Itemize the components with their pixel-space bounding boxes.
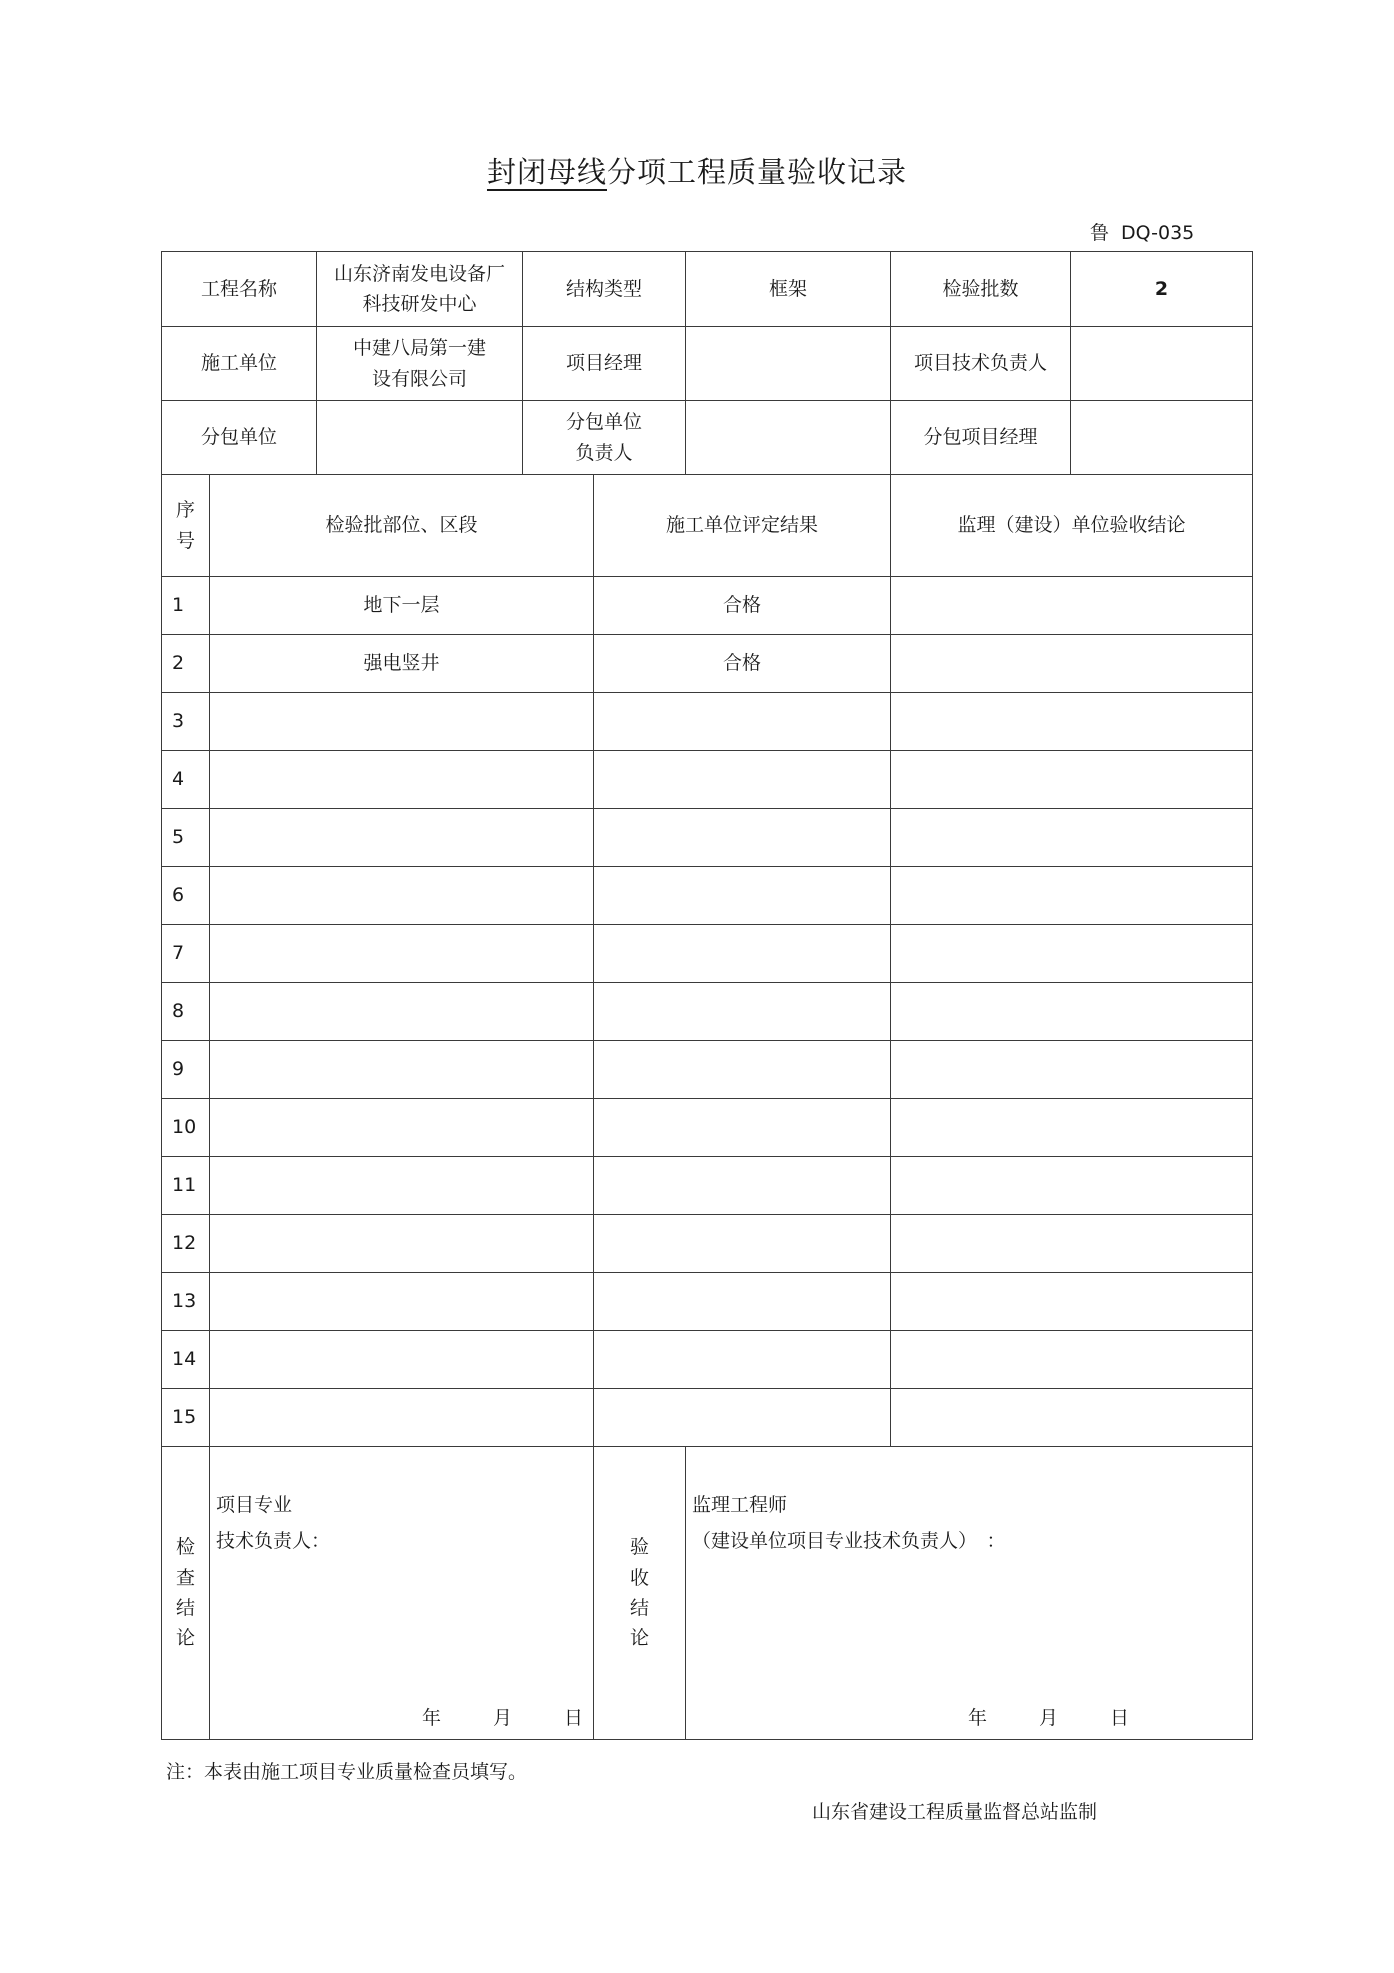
row-number: 7 bbox=[162, 925, 210, 983]
title-underlined: 封闭母线 bbox=[486, 155, 607, 189]
accept-label-char: 论 bbox=[629, 1627, 649, 1650]
subcontractor-value bbox=[317, 401, 523, 475]
table-row bbox=[162, 1157, 1253, 1215]
accept-date bbox=[968, 1703, 1129, 1733]
table-note: 注：本表由施工项目专业质量检查员填写。 bbox=[166, 1761, 528, 1783]
row-result: 合格 bbox=[594, 635, 891, 693]
row-number: 10 bbox=[162, 1099, 210, 1157]
form-code-number: DQ-035 bbox=[1121, 222, 1195, 244]
location-header: 检验批部位、区段 bbox=[210, 475, 594, 577]
structure-type-label: 结构类型 bbox=[523, 252, 686, 327]
row-number: 13 bbox=[162, 1273, 210, 1331]
row-conclusion bbox=[891, 751, 1253, 809]
contractor-line1: 中建八局第一建 bbox=[352, 337, 486, 360]
row-location bbox=[210, 1389, 594, 1447]
accept-conclusion-label bbox=[594, 1447, 686, 1740]
accept-conclusion-area bbox=[686, 1447, 1253, 1740]
table-row bbox=[162, 867, 1253, 925]
check-label-char: 结 bbox=[175, 1597, 195, 1619]
row-result bbox=[594, 1157, 891, 1215]
row-result: 合格 bbox=[594, 577, 891, 635]
table-row bbox=[162, 983, 1253, 1041]
title-rest: 分项工程质量验收记录 bbox=[607, 155, 908, 189]
row-result bbox=[594, 867, 891, 925]
check-conclusion-area bbox=[210, 1447, 594, 1740]
batch-count-value: 2 bbox=[1071, 252, 1253, 327]
row-result bbox=[594, 693, 891, 751]
batch-count-label: 检验批数 bbox=[891, 252, 1071, 327]
sub-pm-value bbox=[1071, 401, 1253, 475]
seq-header-line1: 序 bbox=[175, 499, 195, 522]
contractor-line2: 设有限公司 bbox=[371, 367, 467, 390]
row-location bbox=[210, 1157, 594, 1215]
sub-pm-label: 分包项目经理 bbox=[891, 401, 1071, 475]
project-name-line2: 科技研发中心 bbox=[362, 293, 477, 315]
info-row-contractor bbox=[162, 327, 1253, 401]
signature-row bbox=[162, 1447, 1253, 1740]
accept-date-year: 年 bbox=[968, 1706, 988, 1729]
check-label-char: 论 bbox=[175, 1627, 195, 1650]
check-date-month: 月 bbox=[493, 1706, 513, 1729]
issuer-footer: 山东省建设工程质量监督总站监制 bbox=[812, 1801, 1098, 1823]
table-row bbox=[162, 1331, 1253, 1389]
project-name-line1: 山东济南发电设备厂 bbox=[333, 262, 505, 285]
accept-text-line2: （建设单位项目专业技术负责人） ： bbox=[692, 1530, 1006, 1552]
project-name-value bbox=[317, 252, 523, 327]
row-number: 4 bbox=[162, 751, 210, 809]
check-date-day: 日 bbox=[564, 1706, 584, 1729]
check-date bbox=[422, 1703, 583, 1733]
row-conclusion bbox=[891, 1389, 1253, 1447]
check-signatory bbox=[216, 1487, 330, 1559]
sub-lead-value bbox=[686, 401, 891, 475]
structure-type-value: 框架 bbox=[686, 252, 891, 327]
row-result bbox=[594, 983, 891, 1041]
project-name-label: 工程名称 bbox=[162, 252, 317, 327]
table-row bbox=[162, 925, 1253, 983]
page-title bbox=[0, 150, 1394, 191]
table-row bbox=[162, 809, 1253, 867]
row-number: 8 bbox=[162, 983, 210, 1041]
row-result bbox=[594, 1273, 891, 1331]
row-result bbox=[594, 1099, 891, 1157]
row-number: 15 bbox=[162, 1389, 210, 1447]
project-manager-value bbox=[686, 327, 891, 401]
row-result bbox=[594, 1331, 891, 1389]
accept-label-char: 收 bbox=[629, 1566, 649, 1589]
row-conclusion bbox=[891, 1331, 1253, 1389]
row-number: 1 bbox=[162, 577, 210, 635]
row-result bbox=[594, 1389, 891, 1447]
row-number: 3 bbox=[162, 693, 210, 751]
contractor-value bbox=[317, 327, 523, 401]
table-row bbox=[162, 1389, 1253, 1447]
accept-date-month: 月 bbox=[1039, 1706, 1059, 1729]
row-location bbox=[210, 1099, 594, 1157]
row-location bbox=[210, 983, 594, 1041]
row-location bbox=[210, 1331, 594, 1389]
row-conclusion bbox=[891, 1157, 1253, 1215]
tech-lead-label: 项目技术负责人 bbox=[891, 327, 1071, 401]
form-code bbox=[1090, 218, 1194, 245]
supervisor-conclusion-header: 监理（建设）单位验收结论 bbox=[891, 475, 1253, 577]
contractor-label: 施工单位 bbox=[162, 327, 317, 401]
form-code-mark: 鲁 bbox=[1090, 222, 1110, 244]
table-row bbox=[162, 1099, 1253, 1157]
check-date-year: 年 bbox=[422, 1706, 442, 1729]
row-location bbox=[210, 809, 594, 867]
check-text-line2: 技术负责人： bbox=[216, 1530, 331, 1552]
tech-lead-value bbox=[1071, 327, 1253, 401]
row-result bbox=[594, 751, 891, 809]
table-row bbox=[162, 751, 1253, 809]
table-row bbox=[162, 1215, 1253, 1273]
seq-header bbox=[162, 475, 210, 577]
row-number: 12 bbox=[162, 1215, 210, 1273]
accept-label-char: 结 bbox=[629, 1597, 649, 1619]
subcontractor-label: 分包单位 bbox=[162, 401, 317, 475]
info-row-project bbox=[162, 252, 1253, 327]
row-location bbox=[210, 693, 594, 751]
sub-lead-label-line1: 分包单位 bbox=[565, 411, 642, 434]
table-row bbox=[162, 693, 1253, 751]
row-location bbox=[210, 867, 594, 925]
row-number: 14 bbox=[162, 1331, 210, 1389]
row-location bbox=[210, 751, 594, 809]
row-number: 11 bbox=[162, 1157, 210, 1215]
check-label-char: 检 bbox=[175, 1536, 195, 1559]
row-location bbox=[210, 925, 594, 983]
row-conclusion bbox=[891, 809, 1253, 867]
row-result bbox=[594, 1215, 891, 1273]
table-row bbox=[162, 635, 1253, 693]
row-number: 2 bbox=[162, 635, 210, 693]
row-location: 地下一层 bbox=[210, 577, 594, 635]
accept-date-day: 日 bbox=[1110, 1706, 1130, 1729]
sub-lead-label bbox=[523, 401, 686, 475]
row-result bbox=[594, 925, 891, 983]
row-location bbox=[210, 1215, 594, 1273]
row-conclusion bbox=[891, 1099, 1253, 1157]
row-result bbox=[594, 1041, 891, 1099]
row-result bbox=[594, 809, 891, 867]
row-number: 9 bbox=[162, 1041, 210, 1099]
contractor-result-header: 施工单位评定结果 bbox=[594, 475, 891, 577]
check-conclusion-label bbox=[162, 1447, 210, 1740]
row-location bbox=[210, 1041, 594, 1099]
seq-header-line2: 号 bbox=[175, 529, 195, 552]
row-conclusion bbox=[891, 1273, 1253, 1331]
row-conclusion bbox=[891, 693, 1253, 751]
accept-signatory bbox=[692, 1487, 1006, 1559]
table-row bbox=[162, 1273, 1253, 1331]
row-number: 5 bbox=[162, 809, 210, 867]
check-label-char: 查 bbox=[175, 1566, 195, 1589]
info-row-subcontractor bbox=[162, 401, 1253, 475]
accept-label-char: 验 bbox=[629, 1536, 649, 1559]
accept-text-line1: 监理工程师 bbox=[692, 1494, 788, 1516]
row-conclusion bbox=[891, 1041, 1253, 1099]
table-row bbox=[162, 577, 1253, 635]
row-conclusion bbox=[891, 577, 1253, 635]
sub-lead-label-line2: 负责人 bbox=[575, 441, 633, 464]
row-conclusion bbox=[891, 867, 1253, 925]
row-number: 6 bbox=[162, 867, 210, 925]
table-row bbox=[162, 1041, 1253, 1099]
row-conclusion bbox=[891, 1215, 1253, 1273]
header-row bbox=[162, 475, 1253, 577]
row-location bbox=[210, 1273, 594, 1331]
check-text-line1: 项目专业 bbox=[216, 1494, 293, 1516]
row-location: 强电竖井 bbox=[210, 635, 594, 693]
record-table bbox=[161, 251, 1253, 1740]
row-conclusion bbox=[891, 925, 1253, 983]
project-manager-label: 项目经理 bbox=[523, 327, 686, 401]
row-conclusion bbox=[891, 983, 1253, 1041]
row-conclusion bbox=[891, 635, 1253, 693]
